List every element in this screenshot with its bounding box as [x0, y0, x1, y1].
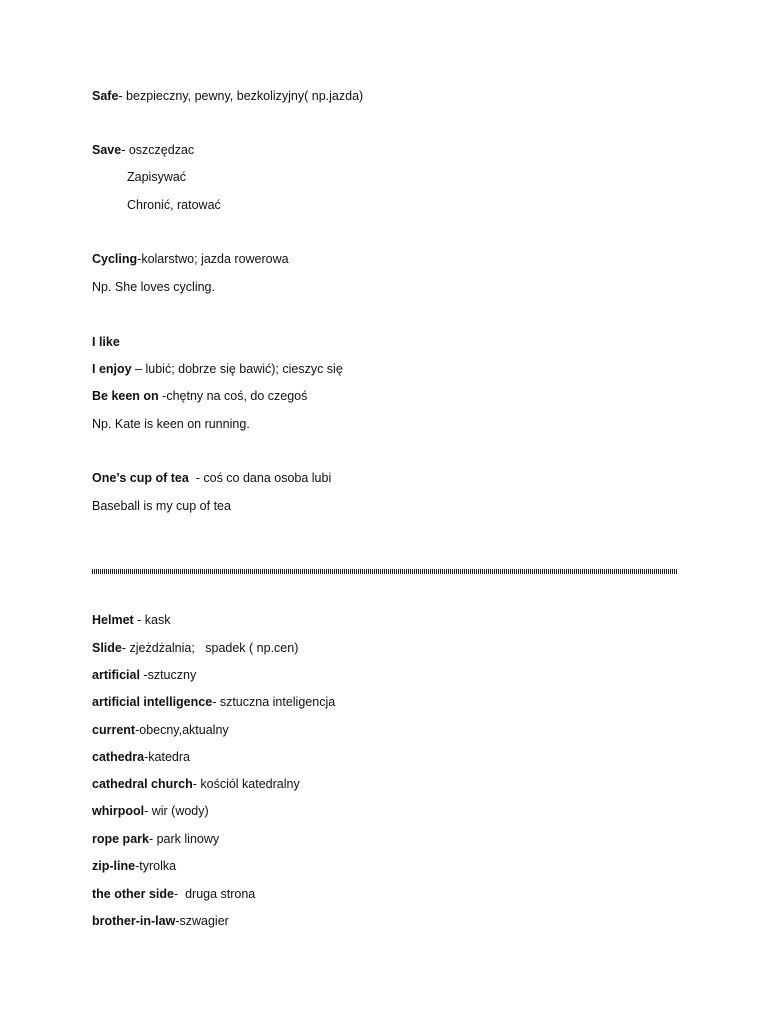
- entry-rope-park: [92, 831, 219, 847]
- term: zip-line: [92, 859, 136, 873]
- definition: - kościól katedralny: [192, 777, 300, 791]
- example: Baseball is my cup of tea: [92, 499, 231, 513]
- definition: - wir (wody): [144, 804, 209, 818]
- term: Helmet: [92, 613, 134, 627]
- example: Np. She loves cycling.: [92, 280, 215, 294]
- definition: -tyrolka: [135, 859, 177, 873]
- entry-safe: [92, 88, 363, 104]
- definition: -katedra: [144, 750, 190, 764]
- definition: - oszczędzac: [121, 143, 195, 157]
- term: One’s cup of tea: [92, 471, 189, 485]
- entry-current: [92, 722, 229, 738]
- entry-save: [92, 142, 194, 158]
- definition: Chronić, ratować: [127, 198, 221, 212]
- term: I like: [92, 335, 120, 349]
- entry-artificial: [92, 667, 196, 683]
- definition: – lubić; dobrze się bawić); cieszyc się: [131, 362, 343, 376]
- definition: -chętny na coś, do czegoś: [158, 389, 308, 403]
- definition: - zjeżdżalnia; spadek ( np.cen): [121, 641, 299, 655]
- term: brother-in-law: [92, 914, 176, 928]
- term: Be keen on: [92, 389, 159, 403]
- entry-cup-of-tea: [92, 470, 331, 486]
- definition: - park linowy: [148, 832, 220, 846]
- definition: -kolarstwo; jazda rowerowa: [137, 252, 289, 266]
- term: Cycling: [92, 252, 138, 266]
- entry-i-enjoy: [92, 361, 343, 377]
- entry-helmet: [92, 612, 171, 628]
- term: current: [92, 723, 136, 737]
- definition: -szwagier: [175, 914, 229, 928]
- definition: -sztuczny: [139, 668, 197, 682]
- definition: - druga strona: [173, 887, 256, 901]
- entry-whirpool: [92, 803, 209, 819]
- entry-brother-in-law: [92, 913, 229, 929]
- term: Slide: [92, 641, 122, 655]
- example-cup-of-tea: [92, 498, 231, 514]
- example: Np. Kate is keen on running.: [92, 417, 250, 431]
- entry-cycling: [92, 251, 289, 267]
- term: artificial intelligence: [92, 695, 213, 709]
- term: the other side: [92, 887, 174, 901]
- example-cycling: [92, 279, 215, 295]
- entry-save-meaning-2: [127, 169, 186, 185]
- definition: - sztuczna inteligencja: [212, 695, 336, 709]
- term: Save: [92, 143, 122, 157]
- term: artificial: [92, 668, 140, 682]
- entry-i-like: [92, 334, 120, 350]
- entry-be-keen-on: [92, 388, 307, 404]
- term: cathedra: [92, 750, 145, 764]
- entry-cathedral-church: [92, 776, 300, 792]
- definition: - bezpieczny, pewny, bezkolizyjny( np.jazda): [118, 89, 364, 103]
- term: whirpool: [92, 804, 145, 818]
- entry-slide: [92, 640, 298, 656]
- term: cathedral church: [92, 777, 193, 791]
- entry-artificial-intelligence: [92, 694, 335, 710]
- section-divider: [92, 569, 677, 574]
- definition: -obecny,aktualny: [135, 723, 229, 737]
- entry-cathedra: [92, 749, 190, 765]
- entry-the-other-side: [92, 886, 255, 902]
- definition: - coś co dana osoba lubi: [188, 471, 332, 485]
- term: I enjoy: [92, 362, 132, 376]
- entry-zip-line: [92, 858, 176, 874]
- definition: Zapisywać: [127, 170, 187, 184]
- definition: - kask: [133, 613, 171, 627]
- example-keen: [92, 416, 250, 432]
- term: Safe: [92, 89, 119, 103]
- term: rope park: [92, 832, 149, 846]
- entry-save-meaning-3: [127, 197, 221, 213]
